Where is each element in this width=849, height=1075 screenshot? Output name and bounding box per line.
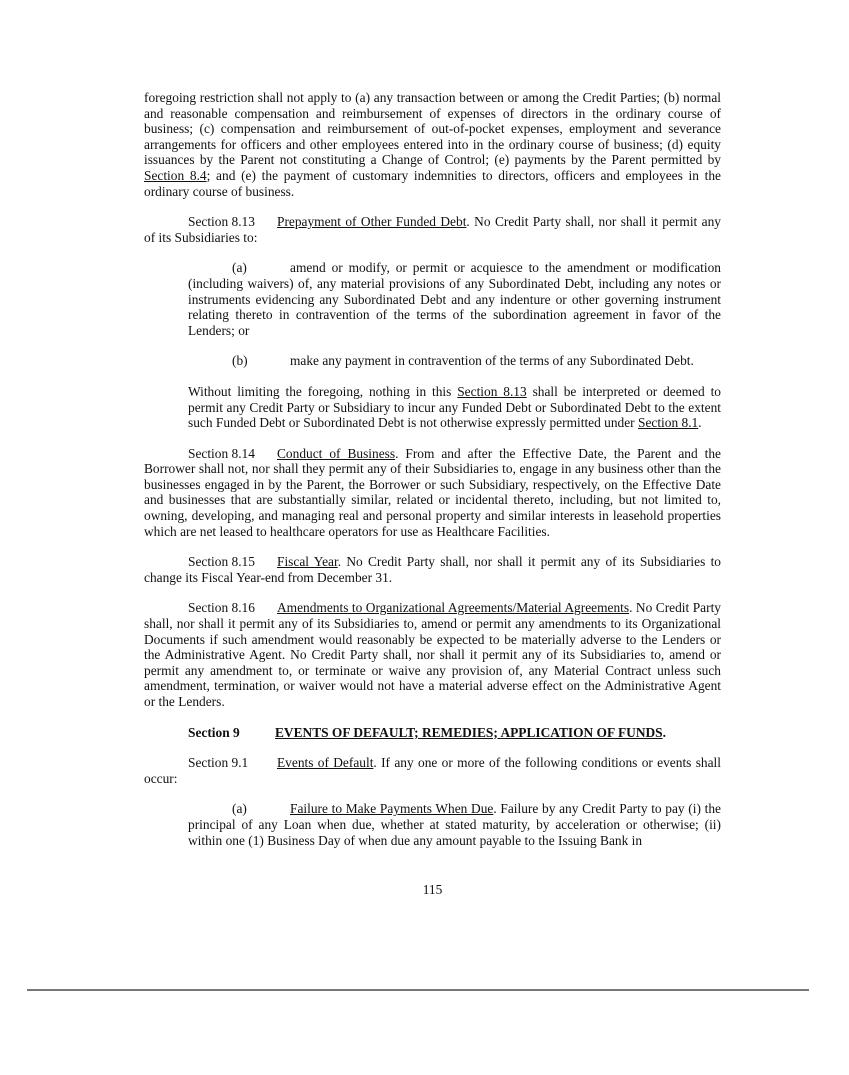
section-number: Section 9.1 xyxy=(188,755,249,771)
section-text: . From and after the Effective Date, the Parent and the Borrower shall not, nor shall they permit any of their Subsidiaries to, engage in any business other than the businesses engaged in by the Parent, the Borrower or such Subsidiary, respectively, on the Effective Date and businesses that are substantially similar, related or incidental thereto, including, but not limited to, owning, developing, and managing real and personal property and similar interests in leasehold properties which are net leased to healthcare operators for use as Healthcare Facilities. xyxy=(144,445,721,539)
item-label: (a) xyxy=(232,801,247,817)
intro-text-end: ; and (e) the payment of customary indemnities to directors, officers and employees in the ordinary course of business. xyxy=(144,167,721,199)
section-8-1-reference[interactable]: Section 8.1 xyxy=(638,415,699,431)
item-title: Failure to Make Payments When Due xyxy=(290,801,494,817)
section-title: Amendments to Organizational Agreements/Material Agreements xyxy=(277,600,630,616)
section-9-heading xyxy=(188,725,721,741)
section-8-13-tail xyxy=(188,384,721,431)
section-8-16-paragraph xyxy=(144,600,721,709)
section-title: Fiscal Year xyxy=(277,554,338,570)
tail-text: . xyxy=(698,415,702,431)
section-text: . No Credit Party shall, nor shall it permit any of its Subsidiaries to: xyxy=(144,214,721,245)
section-9-1-item-a xyxy=(188,801,721,848)
section-number: Section 8.14 xyxy=(188,445,255,461)
section-number: Section 8.15 xyxy=(188,554,255,570)
item-text: make any payment in contravention of the terms of any Subordinated Debt. xyxy=(290,353,694,369)
section-number: Section 9 xyxy=(188,724,240,740)
section-8-13-paragraph xyxy=(144,214,721,245)
item-text: . Failure by any Credit Party to pay (i) the principal of any Loan when due, whether at stated maturity, by acceleration or otherwise; (ii) within one (1) Business Day of when due any amount payable to the Issuing Bank in xyxy=(188,801,721,848)
section-8-4-reference[interactable]: Section 8.4 xyxy=(144,167,207,183)
section-title: EVENTS OF DEFAULT; REMEDIES; APPLICATION OF FUNDS xyxy=(275,724,663,740)
heading-period: . xyxy=(662,724,666,740)
section-8-13-reference[interactable]: Section 8.13 xyxy=(457,383,527,399)
document-page xyxy=(144,90,721,898)
page-number: 115 xyxy=(422,882,443,898)
section-text: . No Credit Party shall, nor shall it permit any of its Subsidiaries to, amend or permit any amendments to its Organizational Documents if such amendment would reasonably be expected to be materially adverse to the Lenders or the Administrative Agent. No Credit Party shall, nor shall it permit any of its Subsidiaries to, amend or permit any amendment to, or terminate or waive any provision of, any Material Contract unless such amendment, termination, or waiver would not have a material adverse effect on the Administrative Agent or the Lenders. xyxy=(144,600,722,709)
section-8-13-item-b xyxy=(188,353,721,369)
section-title: Prepayment of Other Funded Debt xyxy=(277,214,467,230)
section-number: Section 8.16 xyxy=(188,600,255,616)
page-divider xyxy=(27,989,809,991)
section-9-1-paragraph xyxy=(144,755,721,786)
tail-text: shall be interpreted or deemed to permit any Credit Party or Subsidiary to incur any Funded Debt or Subordinated Debt to the extent such Funded Debt or Subordinated Debt is not otherwise expressly permitted under xyxy=(188,383,722,431)
intro-paragraph xyxy=(144,90,721,199)
section-text: . No Credit Party shall, nor shall it permit any of its Subsidiaries to change its Fiscal Year-end from December 31. xyxy=(144,554,721,585)
tail-text: Without limiting the foregoing, nothing in this xyxy=(188,383,458,399)
item-label: (a) xyxy=(232,260,247,276)
section-8-15-paragraph xyxy=(144,554,721,585)
item-label: (b) xyxy=(232,353,248,369)
item-text: amend or modify, or permit or acquiesce to the amendment or modification (including waivers) of, any material provisions of any Subordinated Debt, including any notes or instruments evidencing any Subordinated Debt and any indenture or other governing instrument relating thereto in contravention of the terms of the subordination agreement in favor of the Lenders; or xyxy=(188,260,721,338)
section-8-13-item-a xyxy=(188,260,721,338)
section-8-14-paragraph xyxy=(144,446,721,540)
section-title: Conduct of Business xyxy=(277,445,396,461)
section-title: Events of Default xyxy=(277,755,374,771)
section-text: . If any one or more of the following conditions or events shall occur: xyxy=(144,755,721,786)
intro-text: foregoing restriction shall not apply to (a) any transaction between or among the Credit Parties; (b) normal and reasonable compensation and reimbursement of expenses of directors in the ordinary course of business; (c) compensation and reimbursement of out-of-pocket expenses, employment and severance arrangements for officers and other employees entered into in the ordinary course of business; (d) equity issuances by the Parent not constituting a Change of Control; (e) payments by the Parent permitted by xyxy=(144,90,721,168)
section-number: Section 8.13 xyxy=(188,214,255,230)
